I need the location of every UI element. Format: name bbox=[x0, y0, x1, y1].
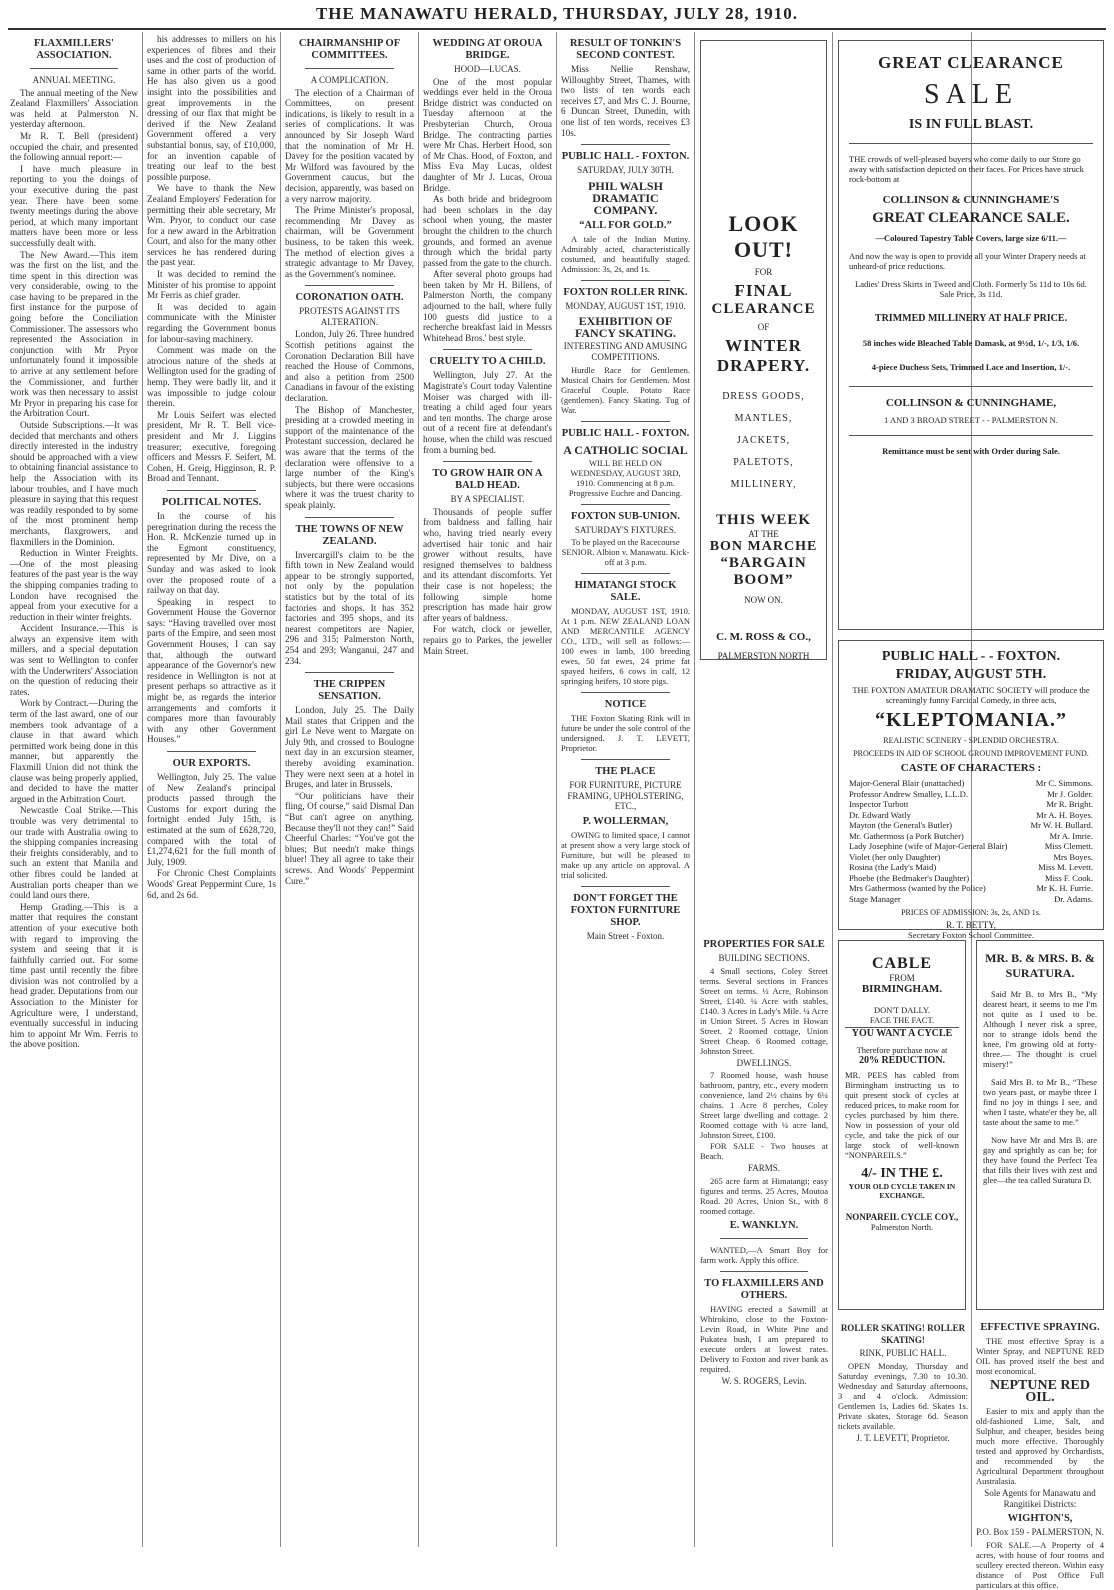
cast-role: Professor Andrew Smalley, L.L.D. bbox=[849, 788, 969, 799]
subheading: P.O. Box 159 - PALMERSTON, N. bbox=[976, 1527, 1104, 1538]
cast-row bbox=[849, 862, 1093, 873]
column-notices bbox=[561, 34, 690, 1546]
ad-line: 20% REDUCTION. bbox=[858, 1055, 946, 1066]
headline: PROPERTIES FOR SALE bbox=[703, 939, 825, 950]
ad-heading: NOTICE bbox=[604, 699, 647, 711]
column-rule bbox=[142, 32, 143, 1547]
ad-suratura bbox=[976, 940, 1104, 1310]
paragraph: Miss Nellie Renshaw, Willoughby Street, Thames, with two lists of ten words each receives £7, and Mrs C. J. Bourne, 6 Duncan Street, Dunedin, with one list of ten words, receives £3 10s. bbox=[561, 64, 690, 138]
paragraph: “Our politicians have their fling, Of course,” said Dismal Dan “But can't agree on anything. Because they'll not they can!” Said Cheerful Charles: “You've got the blues; But needn't make things bluer! They all agree to take their screws. And Woods' Peppermint Cure.” bbox=[285, 790, 414, 886]
ad-heading: THE PLACE bbox=[595, 766, 656, 778]
ad-line: Palmerston North. bbox=[870, 1222, 934, 1232]
divider bbox=[581, 886, 670, 887]
cast-row bbox=[849, 841, 1093, 852]
column-wedding bbox=[423, 34, 552, 1546]
paragraph: THE FOXTON AMATEUR DRAMATIC SOCIETY will produce the screamingly funny Farcical Comedy, in three acts, bbox=[852, 685, 1090, 705]
headline: THE TOWNS OF NEW ZEALAND. bbox=[295, 523, 404, 547]
ad-line: PROCEEDS IN AID OF SCHOOL GROUND IMPROVEMENT FUND. bbox=[853, 749, 1089, 758]
ad-date: SATURDAY, JULY 30TH. bbox=[577, 165, 674, 176]
paragraph: A tale of the Indian Mutiny. Admirably acted, characteristically costumed, and beautifully staged. Admission: 3s, 2s, and 1s. bbox=[561, 233, 690, 274]
divider bbox=[305, 285, 394, 286]
paragraph: It was decided to remind the Minister of his promise to appoint Mr Ferris as chief grader. bbox=[147, 269, 276, 301]
ad-line: Secretary Foxton School Committee. bbox=[907, 930, 1035, 940]
ad-items: DRESS GOODS, MANTLES, JACKETS, PALETOTS, MILLINERY, bbox=[722, 391, 805, 490]
paragraph: For watch, clock or jeweller, repairs go to Parkes, the jeweller Main Street. bbox=[423, 624, 552, 656]
cast-role: Major-General Blair (unattached) bbox=[849, 778, 965, 788]
paragraph: FOR SALE.—A Property of 4 acres, with house of four rooms and scullery erected thereon. Within easy distance of Post Office Full particulars at this office. bbox=[976, 1539, 1104, 1590]
cast-row bbox=[849, 883, 1093, 894]
cast-role: Inspector Turbott bbox=[849, 799, 909, 809]
ad-title: “ALL FOR GOLD.” bbox=[579, 219, 672, 231]
cast-actor: Dr. Adams. bbox=[1054, 893, 1093, 904]
ad-line: YOUR OLD CYCLE TAKEN IN EXCHANGE. bbox=[848, 1182, 956, 1200]
ad-subtitle: SATURDAY'S FIXTURES. bbox=[574, 524, 677, 535]
paragraph: THE most effective Spray is a Winter Spray, and NEPTUNE RED OIL has proved itself the best and most economical. bbox=[976, 1336, 1104, 1376]
ad-line: Therefore purchase now at bbox=[856, 1045, 948, 1055]
subheading: PROTESTS AGAINST ITS ALTERATION. bbox=[299, 306, 400, 327]
headline: CRUELTY TO A CHILD. bbox=[429, 356, 546, 368]
ad-heading: FOXTON SUB-UNION. bbox=[571, 510, 680, 522]
cast-row bbox=[849, 799, 1093, 810]
ad-clearance-sale bbox=[838, 40, 1104, 630]
paragraph: The Prime Minister's proposal, recommending Mr Davey as chairman, will be Government business, to be taken this week. The method of election gives a strategic advantage to Mr Davey, as the Government's nominee. bbox=[285, 205, 414, 279]
cast-role: Lady Josephine (wife of Major-General Blair) bbox=[849, 841, 1008, 851]
cast-actor: Mr A. Imrie. bbox=[1049, 830, 1093, 841]
cast-actor: Mr W. H. Bullard. bbox=[1030, 820, 1093, 830]
subheading: ANNUAL MEETING. bbox=[32, 75, 116, 85]
column-spraying bbox=[976, 1318, 1104, 1590]
cast-actor: Miss Clemett. bbox=[1044, 841, 1093, 851]
paragraph: WANTED,—A Smart Boy for farm work. Apply this office. bbox=[700, 1244, 828, 1265]
paragraph: Said Mrs B. to Mr B., “These two years past, or maybe three I find no joy in things I see, and when I taste, whate'er they be, all taste about the same to me.” bbox=[983, 1077, 1097, 1127]
subheading: RINK, PUBLIC HALL. bbox=[859, 1348, 947, 1358]
headline: WEDDING AT OROUA BRIDGE. bbox=[432, 38, 543, 61]
ad-line: 58 inches wide Bleached Table Damask, at 9½d, 1/-, 1/3, 1/6. bbox=[862, 338, 1080, 348]
ad-line: OF bbox=[757, 322, 770, 332]
divider bbox=[167, 751, 256, 752]
subheading: Sole Agents for Manawatu and Rangitikei Districts: bbox=[984, 1488, 1096, 1509]
paragraph: Hurdle Race for Gentlemen. Musical Chairs for Gentlemen. Most Graceful Couple. Potato Race (gentlemen). Fancy Skating. Tug of War. bbox=[561, 364, 690, 415]
headline: THE CRIPPEN SENSATION. bbox=[313, 679, 386, 703]
cast-role: Mayton (the General's Butler) bbox=[849, 820, 952, 830]
paragraph: As both bride and bridegroom had been scholars in the day school when young, the master brought the children to the church grounds, and formed an avenue through which the bridal party passed from the gate to the church. bbox=[423, 194, 552, 268]
paragraph: The Bishop of Manchester, presiding at a crowded meeting in support of the maintenance of the Protestant succession, declared he was aware that the terms of the declaration were offensive to a large number of the King's subjects, but there were occasions where it was the truest charity to speak plainly. bbox=[285, 404, 414, 510]
divider bbox=[581, 421, 670, 422]
ad-line: 4/- IN THE £. bbox=[861, 1166, 943, 1181]
ad-line: 4-piece Duchess Sets, Trimmed Lace and Insertion, 1/-. bbox=[871, 362, 1071, 372]
cast-role: Mrs Gathermoss (wanted by the Police) bbox=[849, 883, 986, 893]
subheading: A COMPLICATION. bbox=[310, 75, 389, 85]
column-flaxmillers bbox=[10, 34, 138, 1546]
headline: RESULT OF TONKIN'S SECOND CONTEST. bbox=[569, 38, 682, 61]
ad-line: NONPAREIL CYCLE COY., bbox=[845, 1212, 959, 1222]
paragraph: Invercargill's claim to be the fifth town in New Zealand would appear to be strongly supported, not only by the population statistics but by the total of its factories and shops. It has 352 factories and 395 shops, and its nearest competitors are Napier, 296 and 315; Palmerston North, 254 and 293; Wanganui, 247 and 234. bbox=[285, 549, 414, 666]
divider bbox=[305, 68, 394, 69]
ad-line: GREAT CLEARANCE SALE. bbox=[872, 210, 1070, 226]
headline: ROLLER SKATING! ROLLER SKATING! bbox=[840, 1323, 966, 1345]
cast-role: Rosina (the Lady's Maid) bbox=[849, 862, 937, 872]
ad-line: TRIMMED MILLINERY AT HALF PRICE. bbox=[874, 313, 1068, 324]
ad-line: R. T. BETTY, bbox=[946, 920, 996, 930]
ad-line: FINAL bbox=[734, 281, 793, 300]
paragraph: FOR SALE - Two houses at Beach. bbox=[700, 1141, 828, 1162]
ad-line: Remittance must be sent with Order during Sale. bbox=[882, 446, 1060, 456]
paragraph: WILL BE HELD ON WEDNESDAY, AUGUST 3RD, 1910. Commencing at 8 p.m. Progressive Euchre and Dancing. bbox=[568, 457, 683, 498]
ad-line: OUT! bbox=[734, 237, 793, 262]
cast-row bbox=[849, 873, 1093, 884]
headline: EFFECTIVE SPRAYING. bbox=[980, 1322, 1100, 1333]
ad-subtitle: FOR FURNITURE, PICTURE FRAMING, UPHOLSTERING, ETC., bbox=[567, 780, 684, 812]
ad-line: —Coloured Tapestry Table Covers, large size 6/11.— bbox=[875, 233, 1067, 243]
ad-signature: J. T. LEVETT, Proprietor. bbox=[856, 1432, 950, 1443]
ad-look-out bbox=[700, 40, 827, 660]
divider bbox=[443, 461, 532, 462]
ad-line: CLEARANCE bbox=[711, 301, 816, 317]
cast-row bbox=[849, 894, 1093, 905]
paragraph: THE Foxton Skating Rink will in future be under the sole control of the undersigned. J. T. LEVETT, Proprietor. bbox=[561, 713, 690, 754]
column-rule bbox=[418, 32, 419, 1547]
ad-line: THIS WEEK bbox=[715, 512, 811, 528]
ad-heading: DON'T FORGET THE FOXTON FURNITURE SHOP. bbox=[570, 892, 681, 928]
ad-line: BIRMINGHAM. bbox=[861, 983, 943, 995]
cast-actor: Miss F. Cook. bbox=[1044, 872, 1093, 883]
paragraph: The New Award.—This item was the first on the list, and the time spent in this direction was very considerable, owing to the case having to be prepared in the first instance for the purpose of going before the Conciliation Commissioner. The assessors who represented the Association in conjunction with Mr Pryor unfortunately found it impossible to arrive at any settlement before the Commissioner, and further work was then necessary to assist Mr Pryor in preparing his case for the Arbitration Court. bbox=[10, 249, 138, 419]
subheading: FARMS. bbox=[747, 1163, 781, 1174]
ad-heading: FOXTON ROLLER RINK. bbox=[563, 286, 688, 298]
paragraph: Reduction in Winter Freights.—One of the most pleasing features of the past year is the way the shipping companies trading to London have recognised the appeal from your executive for a reduction in their winter freights. bbox=[10, 548, 138, 622]
divider bbox=[581, 144, 670, 145]
ad-line: PUBLIC HALL - - FOXTON. bbox=[881, 649, 1061, 664]
paragraph: The election of a Chairman of Committees, on present indications, is likely to result in a series of complications. It was announced by Sir Joseph Ward that the nomination of Mr H. Davey for the position vacated by Mr Wilford was favoured by the Government caucus, but the decision, apparently, was based on a very narrow majority. bbox=[285, 87, 414, 204]
paragraph: Thousands of people suffer from baldness and falling hair who, having tried nearly every advertised hair tonic and hair grower without results, have resigned themselves to baldness and its attendant discomforts. Yet their case is not hopeless; the following simple home prescription has made hair grow after years of baldness. bbox=[423, 506, 552, 623]
cast-row bbox=[849, 820, 1093, 831]
ad-subtitle: INTERESTING AND AMUSING COMPETITIONS. bbox=[563, 341, 688, 362]
ad-line: BON MARCHE bbox=[709, 539, 818, 554]
cast-actor: Mr R. Bright. bbox=[1046, 799, 1093, 809]
column-political bbox=[147, 34, 276, 1546]
ad-line: “KLEPTOMANIA.” bbox=[875, 709, 1067, 731]
column-rule bbox=[280, 32, 281, 1547]
paragraph: his addresses to millers on his experiences of fibres and their uses and the cost of production of same in other parts of the world. He has also given us a good insight into the possibilities and great improvements in the dressing of our flax that might be derived if the New Zealand Government offered a very substantial bonus, say, of £10,000, for an invention capable of treating our leaf to the best possible purpose. bbox=[147, 34, 276, 182]
divider bbox=[581, 759, 670, 760]
paragraph: To be played on the Racecourse SENIOR. Albion v. Manawatu. Kick-off at 3 p.m. bbox=[561, 537, 690, 568]
paragraph: After several photo groups had been taken by Mr H. Billens, of Palmerston North, the company adjourned to the hall, where fully 100 guests did justice to a recherche breakfast laid in Messrs Whitehead Bros.' best style. bbox=[423, 269, 552, 343]
headline: FLAXMILLERS' ASSOCIATION. bbox=[34, 38, 114, 61]
ad-line: LOOK bbox=[728, 211, 799, 236]
headline: TO GROW HAIR ON A BALD HEAD. bbox=[432, 468, 543, 492]
ad-cable-birmingham bbox=[838, 940, 966, 1310]
divider bbox=[581, 504, 670, 505]
paragraph: Wellington, July 25. The value of New Zealand's principal products passed through the Customs for export during the fortnight ended July 15th, is estimated at the sum of £628,720, compared with the total of £1,274,621 for the full month of July, 1909. bbox=[147, 772, 276, 867]
paragraph: Newcastle Coal Strike.—This trouble was very detrimental to our trade with Australia owing to the shipping companies increasing their freights considerably, and to such an extent that Manila and other fibres could be landed at Australian ports cheaper than we could land ours there. bbox=[10, 805, 138, 901]
headline: CORONATION OATH. bbox=[295, 292, 404, 304]
ad-title: P. WOLLERMAN, bbox=[582, 815, 669, 827]
paragraph: Said Mr B. to Mrs B., “My dearest heart, it seems to me I'm not quite as I used to be. Although I never risk a spree, nor to strange idols bend the knee, I'm growing old at forty-three.— The thought is cruel misery!” bbox=[983, 989, 1097, 1069]
paragraph: Outside Subscriptions.—It was decided that merchants and others directly interested in the industry should be approached with a view to obtaining financial assistance to help the Association with its labour troubles, and I have much pleasure in saying that this request was readily responded to by some of the most prominent hemp merchants, flaxgrowers, and flaxmillers in the Dominion. bbox=[10, 420, 138, 547]
ad-line: DON'T DALLY. bbox=[873, 1005, 931, 1015]
headline: NEPTUNE RED OIL. bbox=[990, 1378, 1090, 1405]
divider bbox=[305, 517, 394, 518]
column-rule bbox=[556, 32, 557, 1547]
ad-line: WINTER bbox=[725, 336, 802, 355]
ad-heading: PUBLIC HALL - FOXTON. bbox=[561, 151, 690, 163]
paragraph: MONDAY, AUGUST 1ST, 1910. At 1 p.m. NEW ZEALAND LOAN AND MERCANTILE AGENCY CO., LTD., will sell as follows:— 100 ewes in lamb, 100 breeding ewes, 50 fat ewes, 24 prime fat spayed heifers, 6 cows in calf, 12 springing heifers, 10 store pigs. bbox=[561, 606, 690, 687]
ad-line: PRICES OF ADMISSION: 3s, 2s, AND 1s. bbox=[901, 908, 1041, 917]
ad-line: FACE THE FACT. bbox=[869, 1015, 935, 1025]
masthead: THE MANAWATU HERALD, THURSDAY, JULY 28, 1910. bbox=[315, 4, 799, 23]
paragraph: THE crowds of well-pleased buyers who come daily to our Store go away with satisfaction depicted on their faces. For Prices have struck rock-bottom at bbox=[849, 154, 1084, 184]
ad-heading: HIMATANGI STOCK SALE. bbox=[574, 580, 677, 604]
ad-line: IS IN FULL BLAST. bbox=[908, 117, 1034, 132]
paragraph: Comment was made on the atrocious nature of the sheds at Wellington used for the grading of hemp. They were badly lit, and it was impossible to judge colour therein. bbox=[147, 345, 276, 409]
ad-line: NOW ON. bbox=[744, 595, 783, 605]
paragraph: Accident Insurance.—This is always an expensive item with millers, and a special deputation was sent to Wellington to confer with the Underwriters' Association on the question of reducing their rates. bbox=[10, 623, 138, 697]
paragraph: Speaking in respect to Government House the Governor says: “Having travelled over most parts of the Empire, and seen most Government Houses, I can say that, although the outward appearance of the Governor's new residence in Wellington is not at present perhaps so attractive as it might be, as regards the interior arrangements and comforts it compares more than favourably with any other Government Houses.” bbox=[147, 596, 276, 745]
paragraph: We have to thank the New Zealand Employers' Federation for permitting their able secretary, Mr Wm. Pryor, to conduct our case for a new award in the Arbitration Court, and also for the many other services he has rendered during the past year. bbox=[147, 183, 276, 268]
ad-title: A CATHOLIC SOCIAL bbox=[563, 442, 688, 457]
divider bbox=[305, 672, 394, 673]
cast-row bbox=[849, 789, 1093, 800]
paragraph: Work by Contract.—During the term of the last award, one of our members took advantage of a clause in that award which permitted work being done in this manner, but apparently the Flaxmill Union did not think the clause was being properly applied, and decided to have the matter argued in the Arbitration Court. bbox=[10, 698, 138, 804]
divider bbox=[581, 573, 670, 574]
headline: CHAIRMANSHIP OF COMMITTEES. bbox=[298, 38, 401, 61]
paragraph: 4 Small sections, Coley Street terms. Several sections in Frances Street on terms. ½ Acre, Robinson Street, £140. ¼ Acre with stables, £140. 3 Acres in Lady's Mile. ¼ Acre in Union Street. 5 Acres in Howan Street. 2 Roomed cottage, Union Street Cheap. 6 Roomed cottage, Johnston Street. bbox=[700, 965, 828, 1056]
cast-row bbox=[849, 778, 1093, 789]
cast-actor: Miss M. Levett. bbox=[1038, 862, 1093, 872]
cast-row bbox=[849, 831, 1093, 842]
paragraph: HAVING erected a Sawmill at Whirokino, close to the Foxton-Levin Road, in White Pine and Pukatea bush, I am prepared to execute orders at lowest rates. Delivery to Foxton and river bank as required. bbox=[700, 1303, 828, 1374]
ad-line: REALISTIC SCENERY - SPLENDID ORCHESTRA. bbox=[883, 736, 1059, 745]
ad-line: PALMERSTON NORTH bbox=[717, 651, 810, 661]
headline: POLITICAL NOTES. bbox=[161, 496, 262, 508]
ad-line: SALE bbox=[924, 79, 1018, 110]
cast-role: Violet (her only Daughter) bbox=[849, 851, 941, 862]
ad-title: WIGHTON'S, bbox=[1007, 1513, 1073, 1525]
divider bbox=[720, 1238, 808, 1239]
paragraph: Mr R. T. Bell (president) occupied the chair, and presented the following annual report:— bbox=[10, 130, 138, 163]
headline: TO FLAXMILLERS AND OTHERS. bbox=[704, 1277, 824, 1301]
divider bbox=[581, 280, 670, 281]
ad-line: MR. B. & MRS. B. & SURATURA. bbox=[985, 951, 1095, 980]
ad-line: CABLE bbox=[871, 955, 933, 972]
ad-line: GREAT CLEARANCE bbox=[878, 53, 1064, 72]
cast-list bbox=[849, 778, 1093, 904]
ad-line: FROM bbox=[889, 973, 915, 983]
ad-signature: E. WANKLYN. bbox=[729, 1219, 799, 1231]
paragraph: The annual meeting of the New Zealand Flaxmillers' Association was held at Palmerston N. yesterday afternoon. bbox=[10, 87, 138, 130]
ad-line: FRIDAY, AUGUST 5TH. bbox=[895, 667, 1047, 682]
cast-row bbox=[849, 810, 1093, 821]
ad-date: MONDAY, AUGUST 1ST, 1910. bbox=[565, 300, 686, 311]
cast-role: Mr. Gathermoss (a Pork Butcher) bbox=[849, 830, 964, 841]
cast-role: Dr. Edward Watly bbox=[849, 809, 911, 820]
ad-title: EXHIBITION OF FANCY SKATING. bbox=[574, 314, 677, 341]
column-chairmanship bbox=[285, 34, 414, 1546]
paragraph: For Chronic Chest Complaints Woods' Great Peppermint Cure, 1s 6d, and 2s 6d. bbox=[147, 868, 276, 900]
paragraph: Easier to mix and apply than the old-fashioned Lime, Salt, and Sulphur, and cheaper, besides being much more effective. Thoroughly tested and approved by Orchardists, and recommended by the Agricultural Department throughout Australasia. bbox=[976, 1406, 1104, 1486]
paragraph: 7 Roomed house, wash house bathroom, pantry, etc., every modern convenience, land 2½ chains by 6¼ chains. 1 Acre 8 perches, Coley Street large dwelling and cottage. 2 Roomed cottage with ¼ acre land, Johnston Street, £100. bbox=[700, 1070, 828, 1141]
cast-actor: Mr J. Golder. bbox=[1047, 788, 1093, 799]
subheading: BUILDING SECTIONS. bbox=[718, 953, 810, 963]
ad-line: YOU WANT A CYCLE bbox=[845, 1027, 959, 1039]
paragraph: In the course of his peregrination during the recess the Hon. R. McKenzie turned up in the Egmont constituency, represented by Mr Dive, on a Sunday and was asked to look over the proposed route of a railway on that day. bbox=[147, 510, 276, 596]
paragraph: It was decided to again communicate with the Minister regarding the Government bonus for labour-saving machinery. bbox=[147, 301, 276, 344]
column-rule bbox=[694, 32, 695, 1547]
paragraph: Hemp Grading.—This is a matter that requires the constant attention of your executive both with regard to improving the system and seeing that it is faithfully carried out. For some time past until recently the fibre division was not controlled by a head grader. Deputations from our Association to the Minister for Agriculture were, I understand, eventually successful in inducing him to appoint Mr Wm. Ferris to the above position. bbox=[10, 901, 138, 1050]
ad-title: PHIL WALSH DRAMATIC COMPANY. bbox=[588, 178, 663, 217]
ad-line: 1 AND 3 BROAD STREET - - PALMERSTON N. bbox=[884, 415, 1058, 425]
cast-actor: Mr C. Simmons. bbox=[1035, 778, 1093, 788]
divider bbox=[581, 692, 670, 693]
paragraph: MR. PEES has cabled from Birmingham instructing us to quit present stock of cycles at reduced prices, to make room for cycles purchased by him there. Now in possession of your old cycle, and take the pick of our large stock of well-known “NONPAREILS.” bbox=[845, 1070, 959, 1160]
ad-subtitle: Main Street - Foxton. bbox=[586, 930, 665, 941]
cast-role: Stage Manager bbox=[849, 893, 901, 904]
ad-line: CASTE OF CHARACTERS : bbox=[900, 762, 1042, 774]
divider bbox=[443, 349, 532, 350]
ad-line: COLLINSON & CUNNINGHAME'S bbox=[882, 194, 1060, 206]
divider bbox=[720, 1271, 808, 1272]
paragraph: London, July 26. Three hundred Scottish petitions against the Coronation Declaration Bill have reached the House of Commons, and also a petition from 2500 Canadians in favour of the existing declaration. bbox=[285, 329, 414, 404]
paragraph: I have much pleasure in reporting to you the doings of your executive during the past year. There have been some twenty meetings during the above period, at which many important matters have been more or less successfully dealt with. bbox=[10, 163, 138, 248]
ad-signature: W. S. ROGERS, Levin. bbox=[721, 1375, 807, 1386]
ad-line: AT THE bbox=[748, 529, 779, 539]
paragraph: 265 acre farm at Himatangi; easy figures and terms. 25 Acres, Moutoa Road. 20 Acres, Union St., with 8 roomed cottage. bbox=[700, 1175, 828, 1216]
ad-line: C. M. ROSS & CO., bbox=[716, 631, 811, 643]
paragraph: Ladies' Dress Skirts in Tweed and Cloth. Formerly 5s 11d to 10s 6d. Sale Price, 3s 11d. bbox=[855, 279, 1087, 299]
column-rule bbox=[832, 32, 833, 1547]
paragraph: OPEN Monday, Thursday and Saturday evenings, 7.30 to 10.30. Wednesday and Saturday afternoons, 3 and 4 o'clock. Admission: Gentlemen 1s, Ladies 6d. Skates 1s. Private skates, Storage 6d. Season tickets available. bbox=[838, 1360, 968, 1431]
ad-line: DRAPERY. bbox=[716, 356, 811, 375]
paragraph: London, July 25. The Daily Mail states that Crippen and the girl Le Neve went to Margate on July 9th, and crossed to Boulogne next day in an excursion steamer, thereby avoiding examination. They were next seen at a hotel in Bruges, and later in Brussels. bbox=[285, 705, 414, 790]
paragraph: OWING to limited space, I cannot at present show a very large stock of Furniture, but will be pleased to make up any article on approval. A trial solicited. bbox=[561, 829, 690, 880]
column-properties bbox=[700, 935, 828, 1545]
divider bbox=[167, 490, 256, 491]
ad-line: “BARGAIN BOOM” bbox=[720, 555, 807, 588]
paragraph: Wellington, July 27. At the Magistrate's Court today Valentine Moiser was charged with ill-treating a child aged four years and ten months. The charge arose out of a recent fire at defendant's house, when the child was rescued from a burning bed. bbox=[423, 370, 552, 455]
ad-line: FOR bbox=[754, 267, 773, 277]
paragraph: One of the most popular weddings ever held in the Oroua Bridge district was conducted on Tuesday afternoon at the Presbyterian Church, Oroua Bridge. The contracting parties were Mr Chas. Herbert Hood, son of Mr Chas. Hood, of Foxton, and Miss Eva May Lucas, oldest daughter of Mr J. Lucas, Oroua Bridge. bbox=[423, 76, 552, 193]
cast-role: Phoebe (the Bedmaker's Daughter) bbox=[849, 872, 970, 883]
subheading: DWELLINGS. bbox=[736, 1057, 792, 1068]
ad-heading: PUBLIC HALL - FOXTON. bbox=[561, 427, 690, 439]
paragraph: And now the way is open to provide all your Winter Drapery needs at unheard-of price reductions. bbox=[849, 251, 1086, 271]
ad-kleptomania bbox=[838, 640, 1104, 940]
divider bbox=[30, 68, 118, 69]
ad-line: COLLINSON & CUNNINGHAME, bbox=[885, 397, 1057, 409]
cast-actor: Mrs Boyes. bbox=[1053, 851, 1093, 862]
column-roller-skating bbox=[838, 1318, 968, 1546]
cast-actor: Mr A. H. Boyes. bbox=[1036, 809, 1093, 820]
paragraph: Mr Louis Seifert was elected president, Mr R. T. Bell vice-president and Mr J. Liggins treasurer; executive, foregoing officers and Messrs F. Seifert, M. Cohen, H. Greig, Higginson, R. P. Broad and Tennant. bbox=[147, 409, 276, 484]
cast-actor: Mr K. H. Furrie. bbox=[1036, 883, 1093, 893]
subheading: BY A SPECIALIST. bbox=[450, 494, 525, 505]
subheading: HOOD—LUCAS. bbox=[454, 64, 521, 74]
paragraph: Now have Mr and Mrs B. are gay and sprightly as can be; for they have found the Perfect Tea that fills their lives with zest and glee—the tea called Suratura D. bbox=[983, 1135, 1097, 1185]
masthead-rule bbox=[8, 28, 1106, 30]
headline: OUR EXPORTS. bbox=[172, 758, 251, 769]
cast-row bbox=[849, 852, 1093, 863]
